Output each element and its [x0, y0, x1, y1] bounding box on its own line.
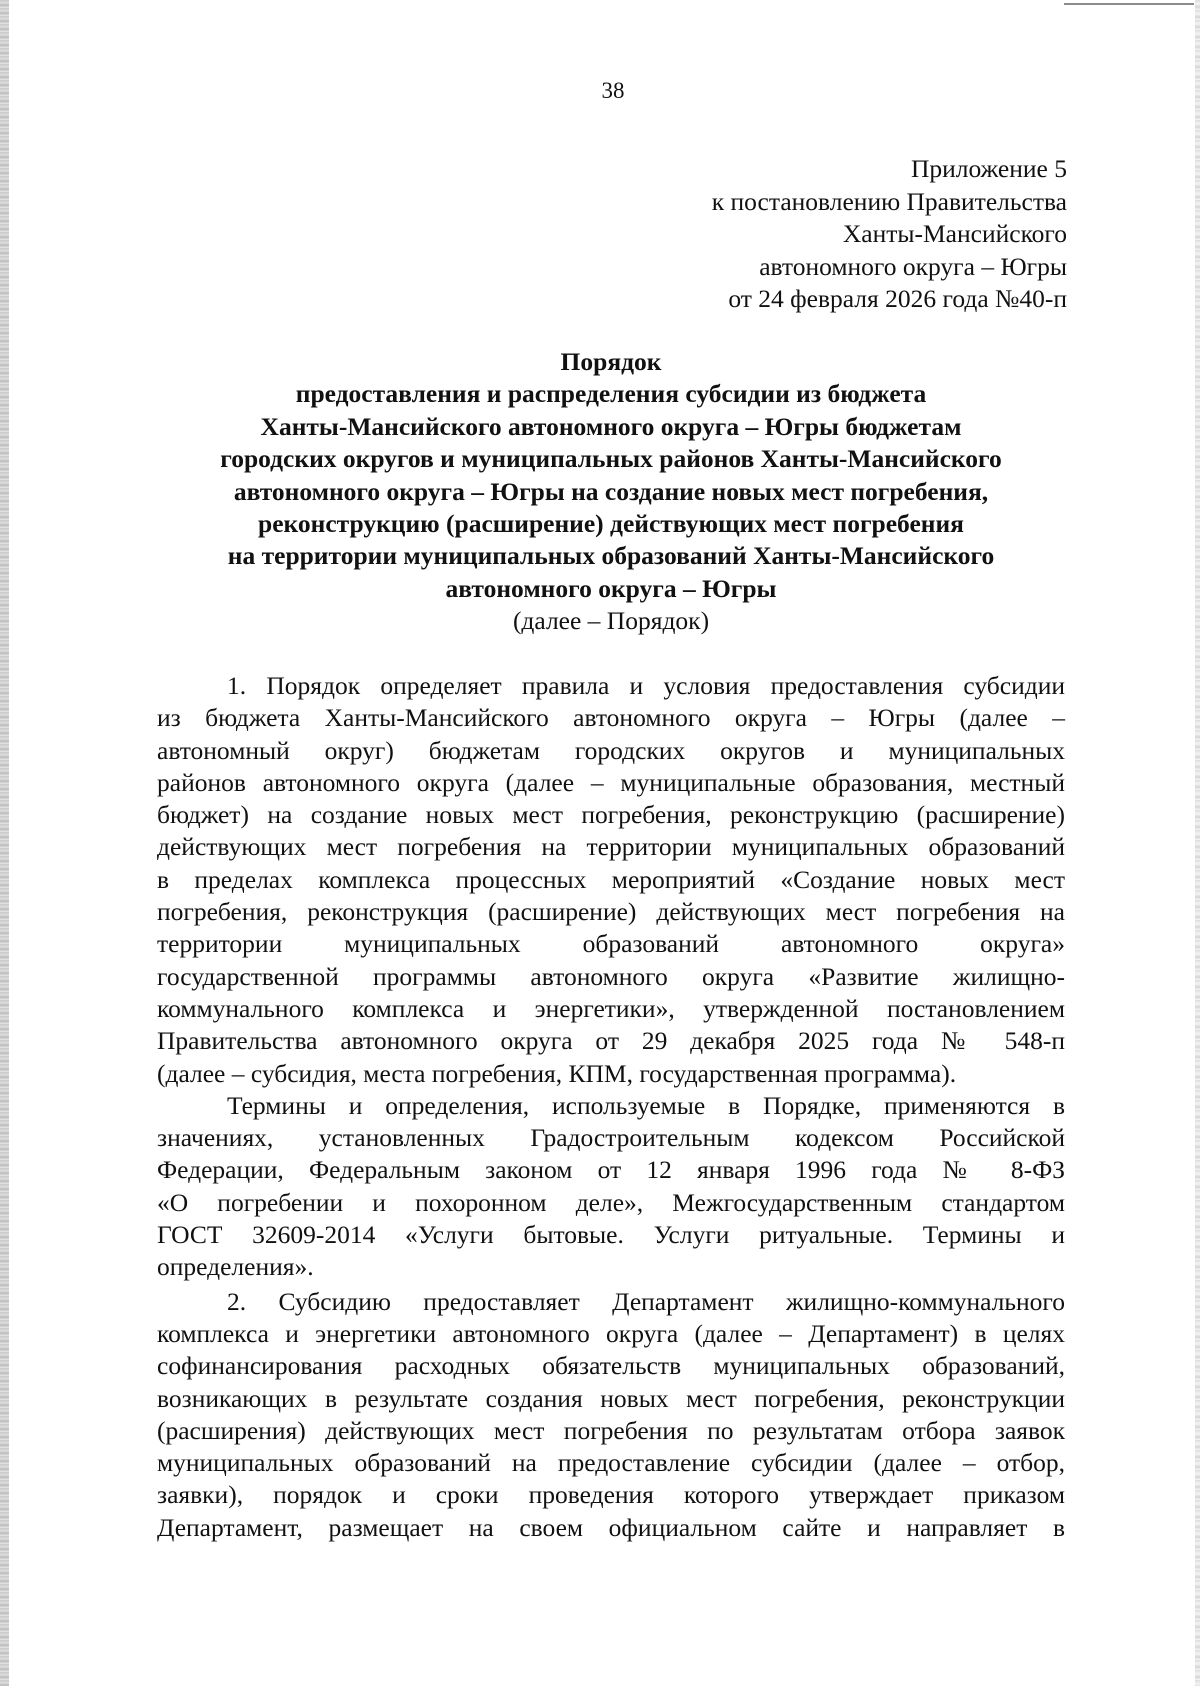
text-line: погребения, реконструкция (расширение) действующих мест погребения на	[157, 897, 1065, 927]
text-line: Департамент, размещает на своем официальном сайте и направляет в	[157, 1512, 1065, 1542]
text-line: ГОСТ 32609-2014 «Услуги бытовые. Услуги ритуальные. Термины и	[157, 1220, 1065, 1250]
text-line: из бюджета Ханты-Мансийского автономного округа – Югры (далее –	[157, 703, 1065, 733]
text-line: бюджет) на создание новых мест погребения, реконструкцию (расширение)	[157, 800, 1065, 830]
appendix-header	[547, 153, 1067, 316]
title-line: предоставления и распределения субсидии из бюджета	[295, 379, 927, 409]
title-line: городских округов и муниципальных районов Ханты-Мансийского	[220, 444, 1002, 474]
title-line: автономного округа – Югры	[445, 573, 777, 603]
text-line: определения».	[157, 1252, 314, 1282]
text-line: муниципальных образований на предоставление субсидии (далее – отбор,	[157, 1448, 1065, 1478]
paragraph-1	[157, 670, 1065, 1090]
text-line: 2. Субсидию предоставляет Департамент жилищно-коммунального	[227, 1286, 1065, 1316]
appendix-line: автономного округа – Югры	[759, 251, 1067, 281]
text-line: Правительства автономного округа от 29 декабря 2025 года № 548-п	[157, 1026, 1065, 1056]
text-line: в пределах комплекса процессных мероприятий «Создание новых мест	[157, 864, 1065, 894]
text-line: территории муниципальных образований автономного округа»	[157, 929, 1065, 959]
text-line: Термины и определения, используемые в Порядке, применяются в	[227, 1090, 1065, 1120]
text-line: действующих мест погребения на территории муниципальных образований	[157, 832, 1065, 862]
text-line: 1. Порядок определяет правила и условия предоставления субсидии	[227, 671, 1065, 700]
text-line: заявки), порядок и сроки проведения которого утверждает приказом	[157, 1480, 1065, 1510]
page-number: 38	[601, 78, 625, 103]
text-line: софинансирования расходных обязательств муниципальных образований,	[157, 1351, 1065, 1381]
title-line: на территории муниципальных образований Ханты-Мансийского	[227, 541, 995, 571]
body-text	[157, 670, 1065, 1544]
appendix-line: Ханты-Мансийского	[842, 219, 1067, 248]
text-line: «О погребении и похоронном деле», Межгосударственным стандартом	[157, 1187, 1065, 1217]
text-line: (расширения) действующих мест погребения по результатам отбора заявок	[157, 1415, 1065, 1445]
scan-edge-right	[1195, 0, 1200, 1686]
document-title	[150, 346, 1072, 638]
appendix-line: от 24 февраля 2026 года №40-п	[728, 284, 1067, 313]
text-line: районов автономного округа (далее – муниципальные образования, местный	[157, 767, 1065, 797]
paragraph-2	[157, 1090, 1065, 1284]
text-line: автономный округ) бюджетам городских округов и муниципальных	[157, 735, 1065, 765]
title-note: (далее – Порядок)	[512, 606, 710, 636]
text-line: государственной программы автономного округа «Развитие жилищно-	[157, 961, 1065, 991]
appendix-line: к постановлению Правительства	[711, 186, 1067, 216]
text-line: комплекса и энергетики автономного округа (далее – Департамент) в целях	[157, 1318, 1065, 1348]
text-line: (далее – субсидия, места погребения, КПМ, государственная программа).	[157, 1058, 957, 1088]
title-line: Ханты-Мансийского автономного округа – Югры бюджетам	[260, 411, 962, 441]
paragraph-3	[157, 1286, 1065, 1544]
text-line: Федерации, Федеральным законом от 12 января 1996 года № 8-ФЗ	[157, 1155, 1065, 1185]
title-line: реконструкцию (расширение) действующих мест погребения	[258, 509, 964, 539]
scan-edge-left	[0, 0, 9, 1686]
appendix-line: Приложение 5	[911, 154, 1067, 183]
title-line: автономного округа – Югры на создание новых мест погребения,	[233, 476, 989, 506]
title-line: Порядок	[560, 347, 662, 376]
text-line: коммунального комплекса и энергетики», утвержденной постановлением	[157, 993, 1065, 1023]
scan-edge-top	[1064, 3, 1194, 5]
text-line: значениях, установленных Градостроительным кодексом Российской	[157, 1123, 1065, 1153]
text-line: возникающих в результате создания новых мест погребения, реконструкции	[157, 1383, 1065, 1413]
